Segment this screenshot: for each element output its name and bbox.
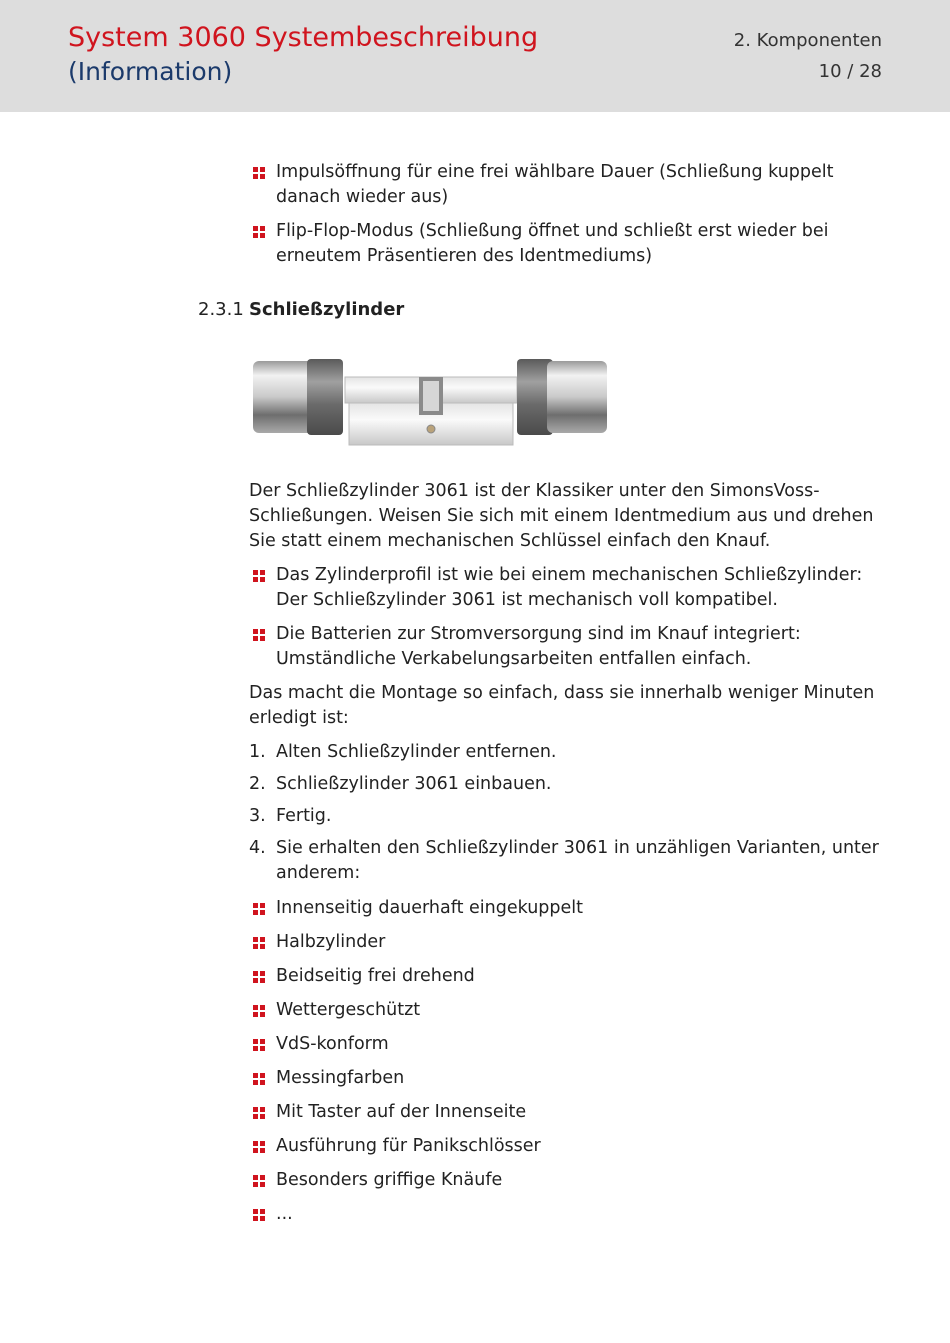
bullet-icon (253, 570, 265, 582)
list-item: Die Batterien zur Stromversorgung sind im Knauf integriert: Umständliche Verkabelungsarbeiten entfallen einfach. (249, 622, 889, 672)
variant-item: Wettergeschützt (249, 998, 889, 1023)
chapter-label: 2. Komponenten (733, 30, 882, 51)
step-item: 3. Fertig. (249, 806, 332, 826)
section-heading (198, 299, 404, 320)
section-number: 2.3.1 (198, 299, 244, 320)
bullet-icon (253, 226, 265, 238)
variant-item: Ausführung für Panikschlösser (249, 1134, 889, 1159)
bullet-icon (253, 167, 265, 179)
step-item: 1. Alten Schließzylinder entfernen. (249, 742, 557, 762)
bullet-icon (253, 1005, 265, 1017)
variant-item: Messingfarben (249, 1066, 889, 1091)
bullet-icon (253, 1175, 265, 1187)
bullet-icon (253, 1039, 265, 1051)
bullet-icon (253, 1209, 265, 1221)
document-title: System 3060 Systembeschreibung (68, 22, 539, 53)
variant-item: ... (249, 1202, 889, 1227)
bullet-icon (253, 629, 265, 641)
lock-cylinder-image (249, 347, 611, 453)
document-subtitle: (Information) (68, 57, 233, 86)
step-item: 2. Schließzylinder 3061 einbauen. (249, 774, 552, 794)
mounting-paragraph: Das macht die Montage so einfach, dass sie innerhalb weniger Minuten erledigt ist: (249, 683, 875, 728)
top-bullet-list (249, 160, 889, 278)
list-item: Flip-Flop-Modus (Schließung öffnet und schließt erst wieder bei erneutem Präsentieren des Identmediums) (249, 219, 889, 269)
page-number: 10 / 28 (818, 61, 882, 82)
variant-item: VdS-konform (249, 1032, 889, 1057)
page-header (0, 0, 950, 112)
bullet-icon (253, 937, 265, 949)
step-item: 4. Sie erhalten den Schließzylinder 3061 in unzähligen Varianten, unter anderem: (249, 838, 879, 883)
list-item: Impulsöffnung für eine frei wählbare Dauer (Schließung kuppelt danach wieder aus) (249, 160, 889, 210)
variant-item: Beidseitig frei drehend (249, 964, 889, 989)
variant-item: Besonders griffige Knäufe (249, 1168, 889, 1193)
section-title: Schließzylinder (249, 299, 405, 320)
main-content (249, 479, 889, 1236)
intro-paragraph: Der Schließzylinder 3061 ist der Klassiker unter den SimonsVoss-Schließungen. Weisen Sie sich mit einem Identmedium aus und drehen Sie statt einem mechanischen Schlüssel einfach den Knauf. (249, 481, 874, 551)
bullet-icon (253, 971, 265, 983)
bullet-icon (253, 1107, 265, 1119)
bullet-icon (253, 1141, 265, 1153)
list-item: Das Zylinderprofil ist wie bei einem mechanischen Schließzylinder: Der Schließzylinder 3061 ist mechanisch voll kompatibel. (249, 563, 889, 613)
variant-item: Mit Taster auf der Innenseite (249, 1100, 889, 1125)
variant-item: Innenseitig dauerhaft eingekuppelt (249, 896, 889, 921)
bullet-icon (253, 903, 265, 915)
variant-item: Halbzylinder (249, 930, 889, 955)
bullet-icon (253, 1073, 265, 1085)
